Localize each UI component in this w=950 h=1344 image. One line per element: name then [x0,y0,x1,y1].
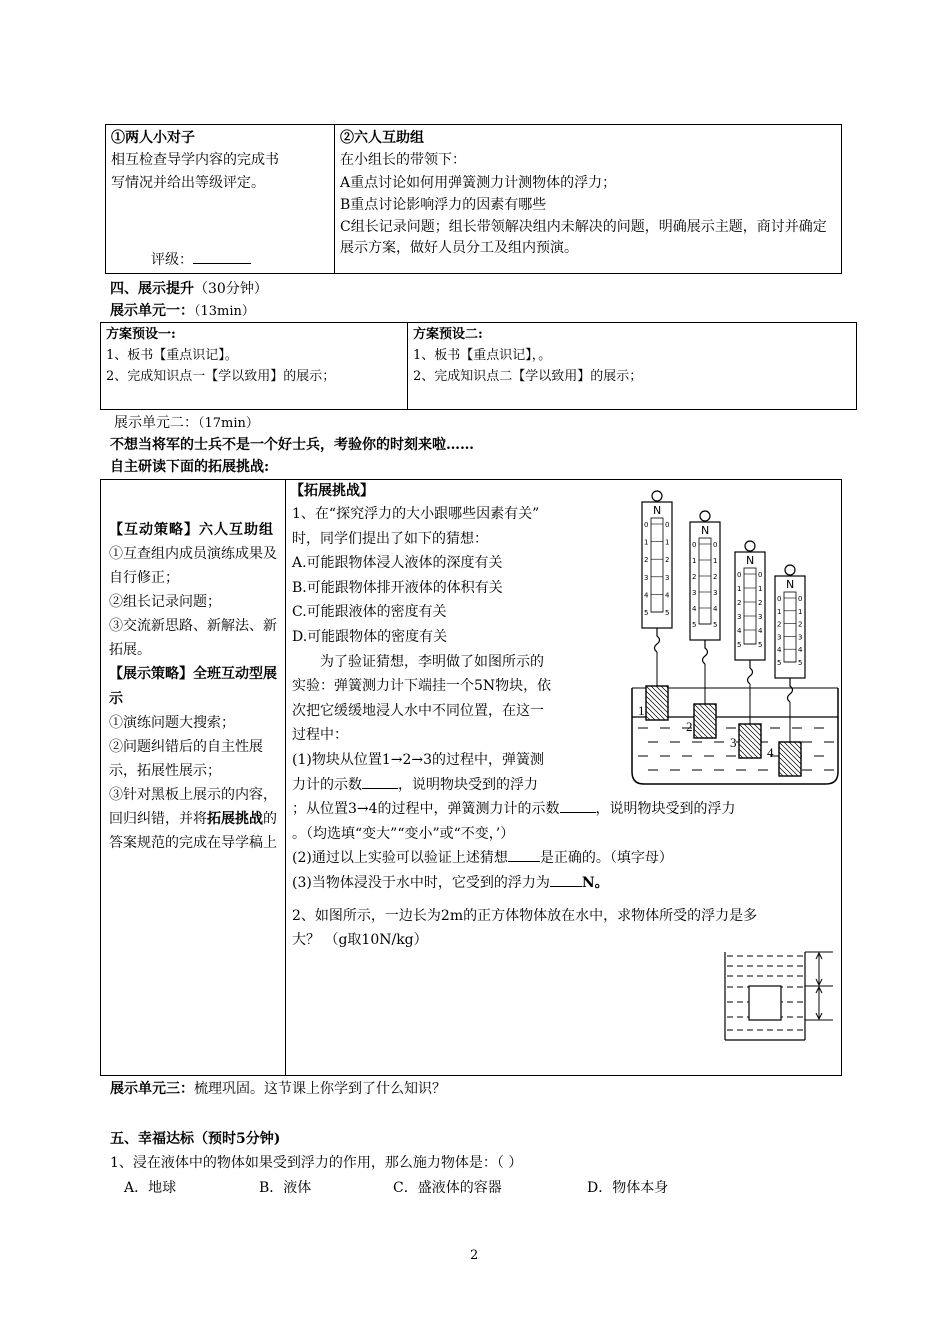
rating-label: 评级： [151,252,193,268]
tick-label-right: 4 [798,646,803,655]
choice-d[interactable]: D．物体本身 [587,1180,669,1196]
tick-label-left: 1 [644,538,649,547]
group-title: ②六人互助组 [340,130,424,146]
tick-label-right: 3 [758,613,763,621]
plan-table [100,322,857,410]
tick-label-right: 4 [665,591,670,600]
rating-row [151,249,251,271]
tick-label-left: 5 [737,641,742,649]
tick-label-right: 3 [665,573,670,582]
interaction-strategy-title: 【互动策略】六人互助组 [109,522,274,538]
group-line-2: A重点讨论如何用弹簧测力计测物体的浮力； [340,174,617,191]
tick-label-right: 5 [758,641,763,649]
q2-line-2: 大？ （g取10N/kg） [292,932,428,949]
para-2: 实验：弹簧测力计下端挂一个5N物块，依 [292,678,552,695]
blank-reading-2[interactable] [560,812,596,813]
challenge-table [100,479,842,1076]
unit1-heading: 展示单元一：（13min） [110,303,255,319]
option-d: D.可能跟物体的密度有关 [292,628,448,645]
para-1: 为了验证猜想，李明做了如图所示的 [320,653,544,670]
tick-label-left: 5 [644,609,649,617]
q1-1d: ；从位置3→4的过程中，弹簧测力计的示数 ，说明物块受到的浮力 [292,801,736,818]
position-label-4: 4 [767,745,774,760]
option-b: B.可能跟物体排开液体的体积有关 [292,579,503,596]
strategy2-item3: ③针对黑板上展示的内容，回归纠错，并将拓展挑战的答案规范的完成在导学稿上 [109,786,277,852]
tick-label-right: 1 [798,607,803,616]
tick-label-left: 4 [737,627,742,635]
tick-label-right: 3 [798,633,803,642]
balance-scale [651,518,663,612]
q1-1a: (1)物块从位置1→2→3的过程中，弹簧测 [292,751,545,768]
strategy-cell [101,480,286,1076]
tick-label-right: 2 [758,599,763,607]
pair-line-2: 写情况并给出等级评定。 [111,174,265,191]
tick-label-left: 0 [737,571,742,579]
position-label-3: 3 [730,735,737,750]
tick-label-right: 1 [713,557,718,565]
tick-label-right: 1 [758,585,763,593]
page-number: 2 [470,1248,479,1263]
tick-label-right: 3 [713,589,718,597]
tick-label-left: 1 [737,585,742,593]
strategy1-item1: ①互查组内成员演练成果及自行修正； [109,546,277,587]
plan1-title: 方案预设一: [106,327,176,342]
tick-label-right: 2 [798,620,803,629]
option-c: C.可能跟液体的密度有关 [292,604,447,621]
tick-label-right: 0 [665,521,670,529]
q1-1b: 力计的示数 ，说明物块受到的浮力 [292,776,538,793]
plan2-title: 方案预设二: [413,327,483,342]
strategy2-item2: ②问题纠错后的自主性展示，拓展性展示； [109,738,263,779]
group-line-4: C组长记录问题；组长带领解决组内未解决的问题，明确展示主题，商讨并确定展示方案，做好人员分工及组内预演。 [340,218,827,257]
pair-title: ①两人小对子 [111,130,195,146]
balance-unit-label: N [701,524,710,537]
blank-reading-1[interactable] [362,788,398,789]
tick-label-right: 4 [758,627,763,635]
unit2-heading: 展示单元二：（17min） [114,415,259,431]
position-label-1: 1 [638,703,645,718]
balance-unit-label: N [746,554,755,567]
tick-label-left: 3 [644,573,649,582]
motto: 不想当将军的士兵不是一个好士兵，考验你的时刻来啦…… [110,437,474,453]
balance-ring [652,491,662,501]
balance-scale [784,592,796,662]
q1-intro-2: 时，同学们提出了如下的猜想： [292,530,488,547]
challenge-cell [286,480,842,1076]
tick-label-left: 3 [777,633,782,642]
tick-label-right: 2 [713,573,718,581]
tick-label-left: 0 [692,541,697,549]
balance-unit-label: N [786,578,795,591]
blank-hypothesis[interactable] [508,861,540,862]
balance-unit-label: N [653,504,662,517]
balance-ring [700,511,710,521]
option-a: A.可能跟物体浸人液体的深度有关 [292,555,503,572]
cube-in-water-figure [723,942,839,1042]
tick-label-left: 0 [644,521,649,529]
tick-label-left: 2 [777,620,782,629]
strategy1-item2: ②组长记录问题； [109,594,221,611]
para-3: 次把它缓缓地浸人水中不同位置，在这一 [292,702,544,719]
group-line-1: 在小组长的带领下： [340,152,466,169]
challenge-title: 【拓展挑战】 [290,483,374,499]
tick-label-left: 5 [777,659,782,667]
spring-balances [642,491,805,776]
blank-buoyancy[interactable] [550,886,582,887]
group-discussion-table [105,124,842,274]
tick-label-right: 0 [798,595,803,603]
six-person-group-cell [335,125,842,274]
tick-label-left: 5 [692,621,697,629]
q1-intro-1: 1、在“探究浮力的大小跟哪些因素有关” [292,506,540,522]
section4-heading: 四、展示提升（30分钟） [110,281,268,297]
group-line-3: B重点讨论影响浮力的因素有哪些 [340,197,547,214]
tick-label-left: 3 [692,589,697,597]
strategy2-item1: ①演练问题大搜索； [109,714,235,731]
pair-check-cell [106,125,335,274]
balance-ring [745,541,755,551]
tick-label-left: 0 [777,595,782,603]
para-4: 过程中： [292,727,348,744]
tick-label-left: 2 [737,599,742,607]
tick-label-right: 4 [713,605,718,613]
tick-label-right: 2 [665,556,670,565]
tick-label-right: 5 [798,659,803,667]
position-label-2: 2 [686,719,693,734]
plan2-line1: 1、板书【重点识记】，。 [413,347,552,363]
choice-b[interactable]: B．液体 [259,1180,312,1196]
tick-label-right: 0 [713,541,718,549]
pair-line-1: 相互检查导学内容的完成书 [111,152,279,169]
tick-label-right: 0 [758,571,763,579]
choice-c[interactable]: C．盛液体的容器 [393,1180,502,1196]
q2-line-1: 2、如图所示，一边长为2m的正方体物体放在水中，求物体所受的浮力是多 [292,907,758,924]
balance-scale [744,568,756,644]
strategy1-item3: ③交流新思路、新解法、新拓展。 [109,618,277,659]
choice-a[interactable]: A．地球 [124,1180,177,1196]
balance-hook [748,660,753,684]
self-study-line: 自主研读下面的拓展挑战: [110,459,270,475]
rating-blank[interactable] [193,263,251,264]
balance-hook [655,628,660,652]
tick-label-left: 2 [692,573,697,581]
tick-label-left: 4 [777,646,782,655]
tick-label-left: 2 [644,556,649,565]
q1-1f: 。（均选填“变大”“变小”或“不变，’） [292,825,515,842]
balance-hook [788,678,793,702]
tick-label-left: 1 [777,607,782,616]
tick-label-right: 5 [665,609,670,617]
plan2-line2: 2、完成知识点二【学以致用】的展示； [413,368,643,384]
q1-2: (2)通过以上实验可以验证上述猜想 是正确的。（填字母） [292,850,673,867]
plan1-cell [101,323,408,410]
balance-ring [785,565,795,575]
section5-q1: 1、浸在液体中的物体如果受到浮力的作用，那么施力物体是：（ ） [110,1155,523,1171]
display-strategy-title: 【展示策略】全班互动型展示 [109,666,277,707]
spring-balance-figure [624,488,846,788]
tick-label-right: 5 [713,621,718,629]
q1-3: (3)当物体浸没于水中时，它受到的浮力为 N。 [292,874,609,891]
plan2-cell [408,323,857,410]
tick-label-left: 4 [692,605,697,613]
plan1-line1: 1、板书【重点识记】。 [106,347,238,363]
unit3-line: 展示单元三：梳理巩固。这节课上你学到了什么知识？ [110,1081,446,1097]
tick-label-left: 3 [737,613,742,621]
balance-hook [703,640,708,664]
tick-label-left: 1 [692,557,697,565]
plan1-line2: 2、完成知识点一【学以致用】的展示； [106,368,336,384]
tick-label-left: 4 [644,591,649,600]
balance-scale [699,538,711,624]
section5-heading: 五、幸福达标（预时5分钟) [110,1131,281,1147]
tick-label-right: 1 [665,538,670,547]
